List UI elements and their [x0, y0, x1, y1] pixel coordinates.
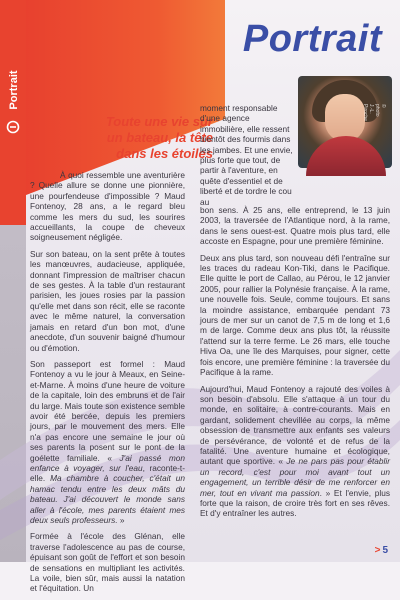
- article-column-2: [200, 205, 390, 525]
- page-arrow-icon: >: [374, 545, 381, 556]
- paragraph-passport: [30, 359, 185, 526]
- quote-close: »: [117, 515, 125, 525]
- article-subtitle: Toute une vie sur un bateau, la tête dans les étoiles: [105, 114, 213, 161]
- paragraph-boat: Sur son bateau, on la sent prête à toutes les manœuvres, audacieuse, appliquée, donnant l'impression de maîtriser chacun de ses gestes. À la table d'un restaurant parisien, les joues rosies par la passion qu'elle met dans son récit, elle se raconte avec le même naturel, la conversation jamais en retard d'un bon mot, d'une anecdote, d'un souvenir baigné d'humour ou d'émotion.: [30, 248, 185, 353]
- section-logo-icon: [6, 120, 20, 134]
- quote-text-2: Ma chambre à coucher, c'était un hamac tendu entre les deux mâts du bateau. J'ai découvert le monde sans aller à l'école, mes parents étaient mes deux seuls professeurs.: [30, 473, 185, 525]
- quote-text-3: Je ne pars pas pour établir un record, c'est pour moi avant tout un engagement, un terrible désir de me renforcer en mer, tout en vivant ma passion: [200, 456, 390, 498]
- article-column-1: [30, 170, 185, 600]
- paragraph-today: [200, 384, 390, 519]
- paragraph-pacific: Deux ans plus tard, son nouveau défi l'entraîne sur les traces du radeau Kon-Tiki, dans le Pacifique. Elle quitte le port de Callao, au Pérou, le 12 janvier 2005, pour rallier la Polynésie française. À la rame, une nouvelle fois. Seule, comme toujours. Et sans la moindre assistance, embarquée pendant 73 jours de mer sur un canot de 7,5 m de long et 1,6 m de large. Comme deux ans plus tôt, la réussite l'attend sur la terre ferme. Le 26 mars, elle touche Hiva Oa, une île des Marquises, pour signer, cette fois encore, une première féminine : la traversée du Pacifique à la rame.: [200, 252, 390, 378]
- page-number: [375, 545, 388, 556]
- page-number-value: 5: [382, 545, 388, 556]
- section-sidebar: [0, 0, 26, 562]
- passport-text-2: , raconte-t-elle.: [30, 462, 185, 484]
- section-label: Portrait: [8, 70, 20, 110]
- today-text: Aujourd'hui, Maud Fontenoy a rajouté des voiles à son besoin d'absolu. Elle s'attaque à un tour du monde, en solitaire, à contre-courants. Mais en gardant, solidement chevillée au corps, la même obsession de transmettre aux enfants ses valeurs de persévérance, de volonté et de refus de la fatalité. Une aventure humaine et écologique, autant que sportive. «: [200, 383, 390, 467]
- paragraph-glenans: Formée à l'école des Glénan, elle traverse l'adolescence au pas de course, épuisant son goût de l'effort et son besoin de sensations en multipliant les activités. La voile, bien sûr, mais aussi la natation et l'équitation. Un: [30, 531, 185, 594]
- today-text-2: . » Et l'envie, plus forte que la raison, de croire très fort en ses rêves. Et d'y entraîner les autres.: [200, 487, 390, 519]
- photo-credit: © photo J.-L. Piroche: [362, 104, 386, 121]
- paragraph-intro: À quoi ressemble une aventurière ? Quelle allure se donne une pionnière, une pourfendeuse d'impossible ? Maud Fontenoy, 28 ans, a le regard bleu comme les mers du sud, les sourires accueillants, la coupe de cheveux soigneusement négligée.: [30, 170, 185, 243]
- photo-face: [325, 94, 365, 142]
- passport-text: Son passeport est formel : Maud Fontenoy a vu le jour à Meaux, en Seine-et-Marne. À moins d'une heure de voiture de la capitale, loin des embruns et de l'air du large. Mais toute son existence semble avoir été bercée, depuis les premiers jours, par le mouvement des mers. Elle n'a pas encore une semaine le jour où ses parents la posent sur le pont de la goélette familiale. «: [30, 358, 185, 463]
- article-column-2-top: moment responsable d'une agence immobilière, elle ressent bientôt des fourmis dans les jambes. Et une envie, plus forte que tout, de partir à l'aventure, en quête d'essentiel et de liberté et de tordre le cou au: [200, 103, 293, 207]
- portrait-photo: [298, 76, 392, 168]
- quote-text: J'ai passé mon enfance à voyager, sur l'eau: [30, 452, 185, 473]
- page-title: Portrait: [242, 18, 382, 60]
- paragraph-atlantic: bon sens. À 25 ans, elle entreprend, le 13 juin 2003, la traversée de l'Atlantique nord, à la rame, dans le sens ouest-est. Quatre mois plus tard, elle accoste en Espagne, pour une première féminine.: [200, 205, 390, 247]
- photo-jacket: [306, 136, 386, 176]
